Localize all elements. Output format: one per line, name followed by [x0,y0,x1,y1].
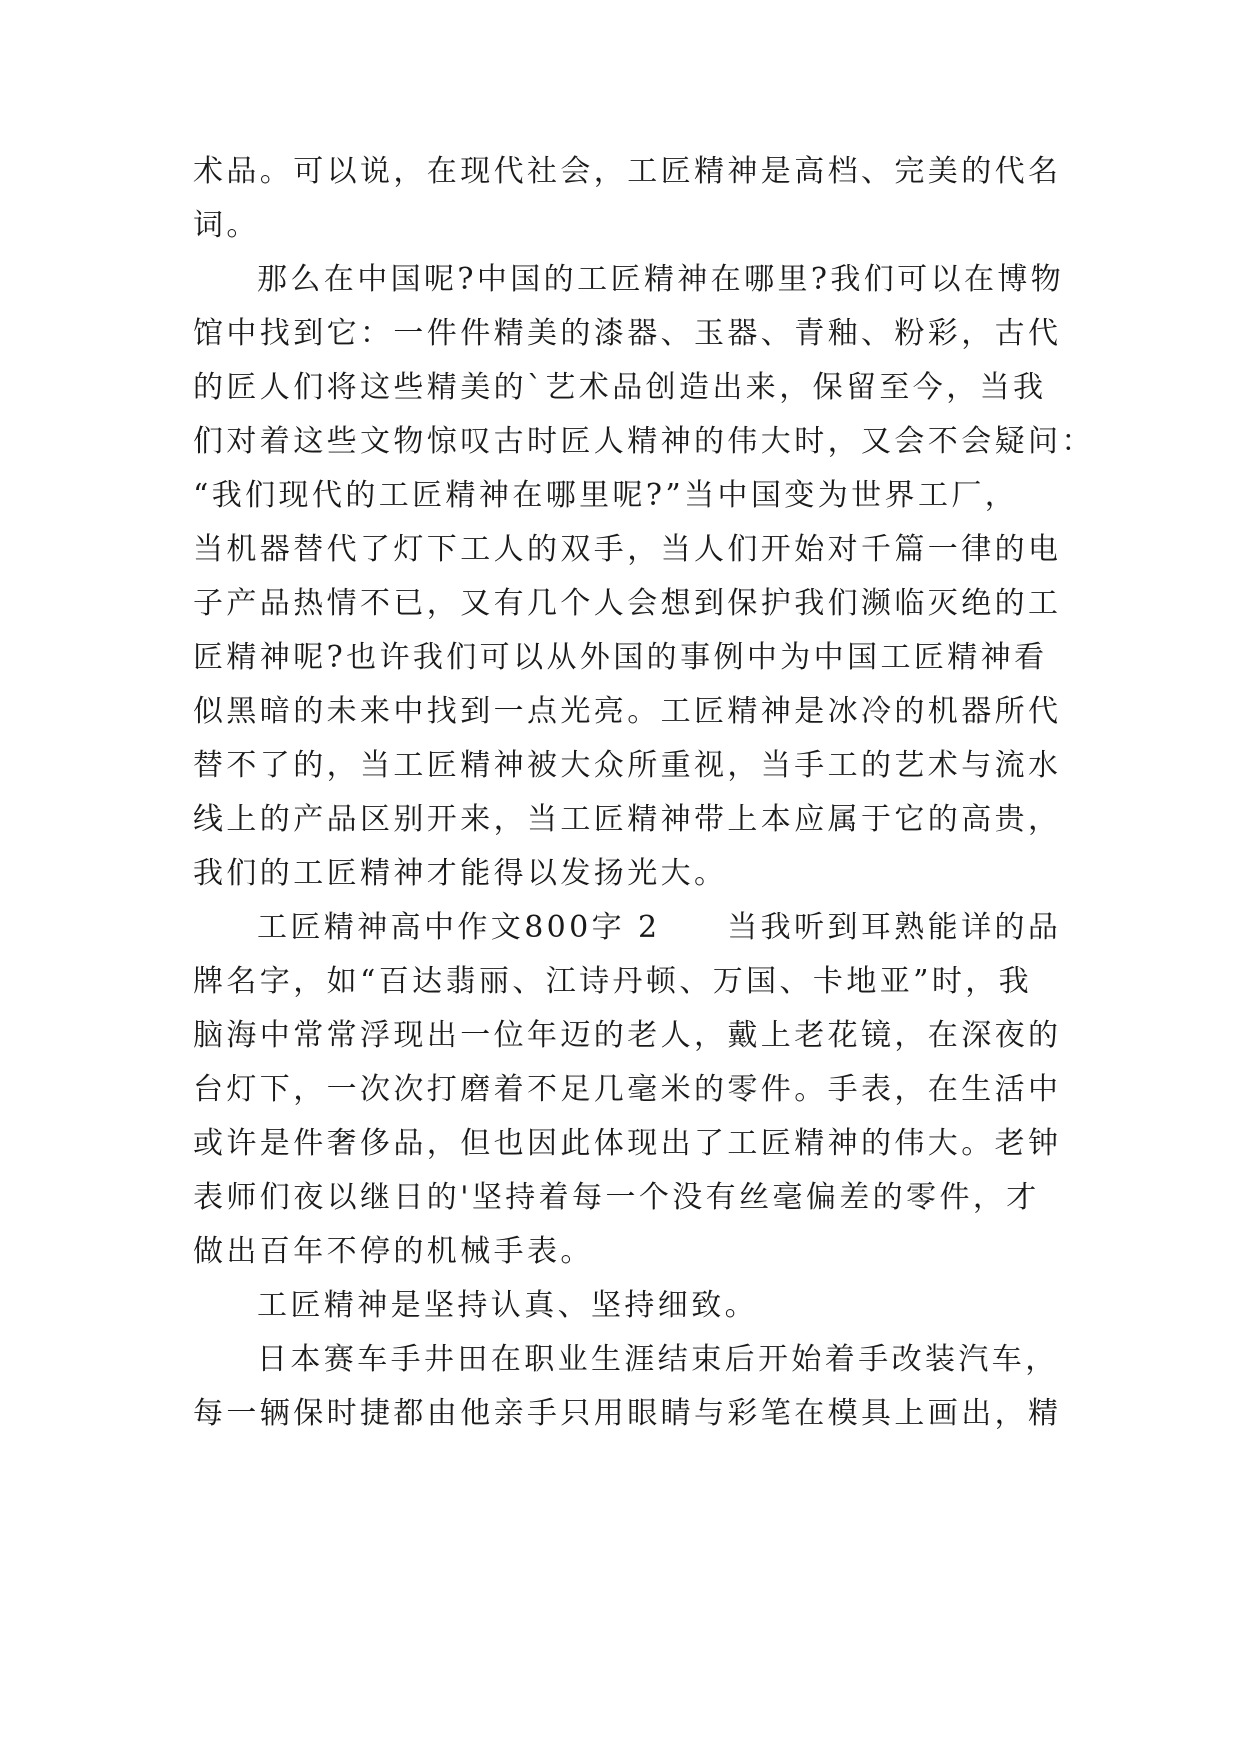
text-line: 的匠人们将这些精美的`艺术品创造出来，保留至今，当我 [193,370,1047,405]
text-line: 台灯下，一次次打磨着不足几毫米的零件。手表，在生活中 [193,1072,1062,1107]
text-line: 子产品热情不已，又有几个人会想到保护我们濒临灭绝的工 [193,586,1062,621]
text-line: 馆中找到它：一件件精美的漆器、玉器、青釉、粉彩，古代 [193,316,1062,351]
text-line: 线上的产品区别开来，当工匠精神带上本应属于它的高贵， [193,802,1062,837]
text-line: 做出百年不停的机械手表。 [193,1234,594,1269]
paragraph-start: 日本赛车手井田在职业生涯结束后开始着手改装汽车， [257,1342,1059,1377]
section-heading-line: 工匠精神高中作文800字 2 当我听到耳熟能详的品 [257,910,1062,945]
text-line: 牌名字，如“百达翡丽、江诗丹顿、万国、卡地亚”时，我 [193,964,1033,999]
text-line: 表师们夜以继日的'坚持着每一个没有丝毫偏差的零件，才 [193,1180,1040,1215]
text-line: 匠精神呢?也许我们可以从外国的事例中为中国工匠精神看 [193,640,1048,675]
text-line: 每一辆保时捷都由他亲手只用眼睛与彩笔在模具上画出，精 [193,1396,1062,1431]
text-line: 我们的工匠精神才能得以发扬光大。 [193,856,728,891]
paragraph-start: 那么在中国呢?中国的工匠精神在哪里?我们可以在博物 [257,262,1065,297]
paragraph-start: 工匠精神是坚持认真、坚持细致。 [257,1288,758,1323]
text-line: 替不了的，当工匠精神被大众所重视，当手工的艺术与流水 [193,748,1062,783]
text-line: “我们现代的工匠精神在哪里呢?”当中国变为世界工厂， [193,478,1019,513]
text-line: 术品。可以说，在现代社会，工匠精神是高档、完美的代名 [193,154,1062,189]
text-line: 当机器替代了灯下工人的双手，当人们开始对千篇一律的电 [193,532,1062,567]
text-line: 词。 [193,208,260,243]
text-line: 似黑暗的未来中找到一点光亮。工匠精神是冰冷的机器所代 [193,694,1062,729]
text-line: 们对着这些文物惊叹古时匠人精神的伟大时，又会不会疑问： [193,424,1095,459]
text-line: 脑海中常常浮现出一位年迈的老人，戴上老花镜，在深夜的 [193,1018,1062,1053]
text-line: 或许是件奢侈品，但也因此体现出了工匠精神的伟大。老钟 [193,1126,1062,1161]
